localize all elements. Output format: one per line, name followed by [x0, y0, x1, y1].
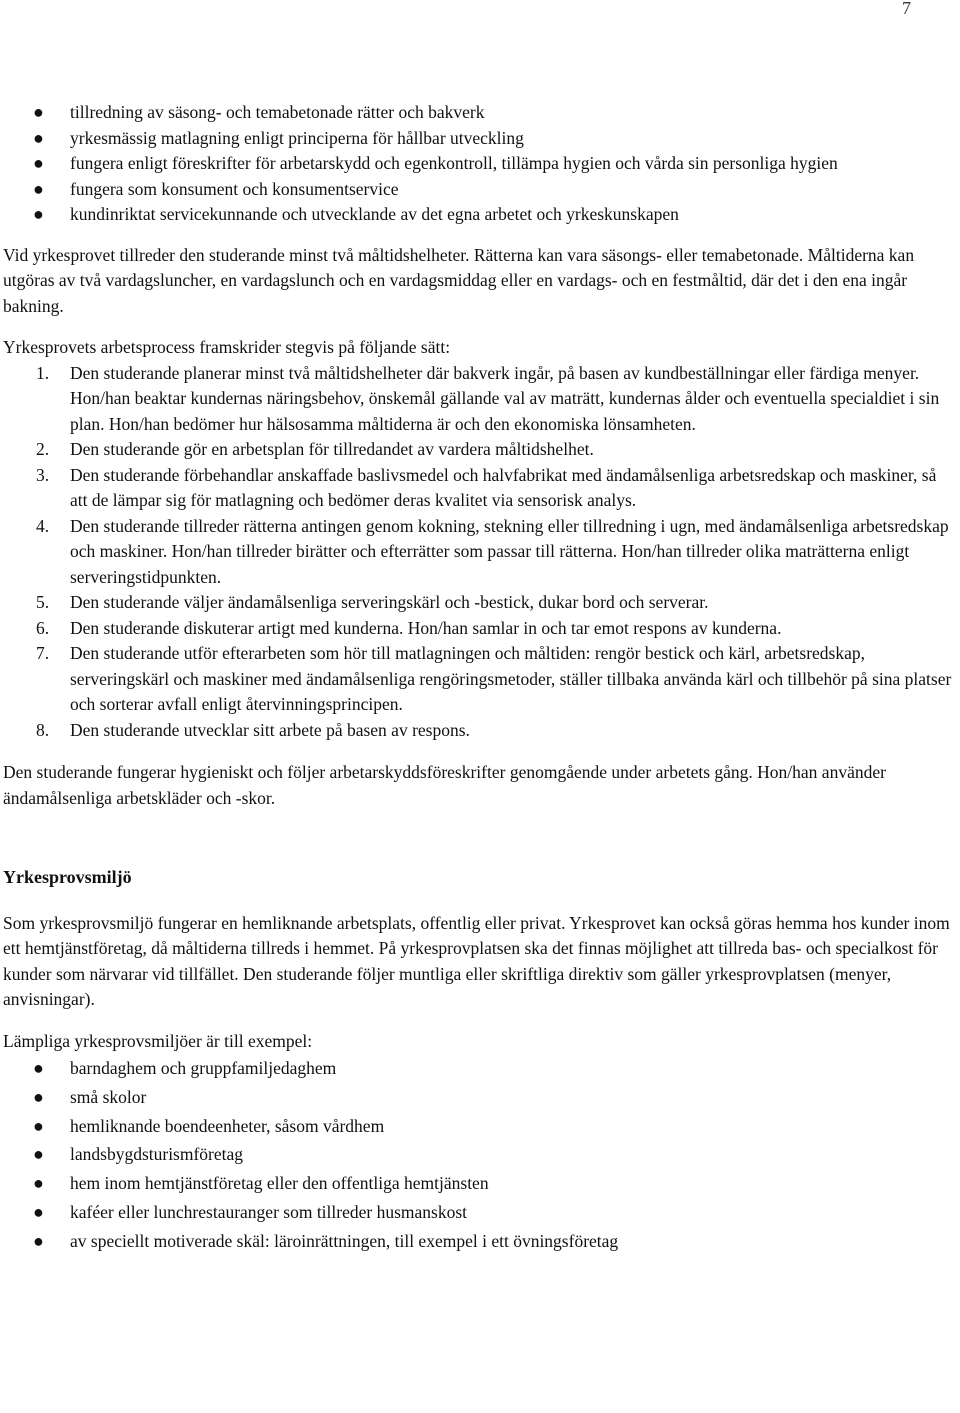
list-item: ● landsbygdsturismföretag: [3, 1140, 956, 1169]
document-body: [3, 100, 956, 1256]
step-item: 5. Den studerande väljer ändamålsenliga serveringskärl och -bestick, dukar bord och serverar.: [3, 590, 956, 616]
bullet-icon: ●: [33, 1086, 44, 1107]
step-number: 3.: [36, 464, 50, 485]
list-item: ● små skolor: [3, 1083, 956, 1112]
step-item: 8. Den studerande utvecklar sitt arbete på basen av respons.: [3, 718, 956, 744]
steps-list: [3, 361, 956, 744]
list-item: ● tillredning av säsong- och temabetonade rätter och bakverk: [3, 100, 956, 126]
competence-list: [3, 100, 956, 228]
bullet-icon: ●: [33, 178, 44, 199]
list-item: ● hem inom hemtjänstföretag eller den offentliga hemtjänsten: [3, 1169, 956, 1198]
bullet-icon: ●: [33, 204, 44, 224]
step-item: 6. Den studerande diskuterar artigt med kunderna. Hon/han samlar in och tar emot respons av kunderna.: [3, 616, 956, 642]
paragraph-hygiene: Den studerande fungerar hygieniskt och följer arbetarskyddsföreskrifter genomgående under arbetets gång. Hon/han använder ändamålsenliga arbetskläder och -skor.: [3, 762, 886, 808]
section-heading: Yrkesprovsmiljö: [3, 867, 132, 887]
list-item: ● fungera enligt föreskrifter för arbetarskydd och egenkontroll, tillämpa hygien och vårda sin personliga hygien: [3, 151, 956, 177]
paragraph-meals: Vid yrkesprovet tillreder den studerande minst två måltidshelheter. Rätterna kan vara säsongs- eller temabetonade. Måltiderna kan utgöras av två vardagsluncher, en vardagslunch och en vardagsmiddag eller en vardags- och en festmåltid, där det i den ena ingår bakning.: [3, 244, 915, 316]
bullet-icon: ●: [33, 1115, 44, 1136]
bullet-icon: ●: [33, 1230, 44, 1251]
list-item: ● barndaghem och gruppfamiljedaghem: [3, 1054, 956, 1083]
list-item: ● fungera som konsument och konsumentservice: [3, 177, 956, 203]
step-item: 4. Den studerande tillreder rätterna antingen genom kokning, stekning eller tillredning i ugn, med ändamålsenliga arbetsredskap och maskiner. Hon/han tillreder birätter och efterrätter som passar till rätterna. Hon/han tillreder olika maträtterna enligt serveringstidpunkten.: [36, 515, 949, 587]
step-number: 7.: [36, 643, 50, 663]
step-item: 3. Den studerande förbehandlar anskaffade baslivsmedel och halvfabrikat med ändamålsenliga arbetsredskap och maskiner, så att de lämpar sig för matlagning och bedömer deras kvalitet via sensorisk analys.: [36, 464, 937, 510]
paragraph-environment: Som yrkesprovsmiljö fungerar en hemliknande arbetsplats, offentlig eller privat. Yrkesprovet kan också göras hemma hos kunder inom ett hemtjänstföretag, då måltiderna tillreds i hemmet. På yrkesprovplatsen ska det finnas möjlighet att tillreda bas- och specialkost för kunder som närvarar vid tillfället. Den studerande följer muntliga eller skriftliga direktiv som gäller yrkesprovplatsen (menyer, anvisningar).: [3, 912, 950, 1009]
list-item: ● kundinriktat servicekunnande och utvecklande av det egna arbetet och yrkeskunskapen: [3, 202, 956, 228]
bullet-icon: ●: [33, 1144, 44, 1165]
step-number: 5.: [36, 592, 50, 612]
environment-list-intro: Lämpliga yrkesprovsmiljöer är till exempel:: [3, 1030, 313, 1051]
list-item: ● av speciellt motiverade skäl: läroinrättningen, till exempel i ett övningsföretag: [3, 1227, 956, 1256]
bullet-icon: ●: [33, 102, 44, 122]
environment-list: [3, 1054, 956, 1256]
step-number: 6.: [36, 617, 50, 638]
list-item: ● hemliknande boendeenheter, såsom vårdhem: [3, 1112, 956, 1141]
step-number: 8.: [36, 719, 50, 740]
step-number: 1.: [36, 362, 50, 383]
bullet-icon: ●: [33, 153, 44, 173]
steps-intro: Yrkesprovets arbetsprocess framskrider stegvis på följande sätt:: [3, 337, 451, 357]
bullet-icon: ●: [33, 127, 44, 148]
step-number: 4.: [36, 515, 50, 536]
bullet-icon: ●: [33, 1173, 44, 1194]
list-item: ● yrkesmässig matlagning enligt principerna för hållbar utveckling: [3, 126, 956, 152]
bullet-icon: ●: [33, 1201, 44, 1222]
step-number: 2.: [36, 439, 50, 459]
step-item: 2. Den studerande gör en arbetsplan för tillredandet av vardera måltidshelhet.: [3, 437, 956, 463]
step-item: 7. Den studerande utför efterarbeten som hör till matlagningen och måltiden: rengör bestick och kärl, arbetsredskap, serveringskärl och maskiner med ändamålsenliga rengöringsmetoder, ställer tillbaka använda kärl och tillbehör på sina platser och sorterar avfall enligt återvinningsprincipen.: [36, 643, 952, 714]
step-item: 1. Den studerande planerar minst två måltidshelheter där bakverk ingår, på basen av kundbeställningar eller färdiga menyer. Hon/han beaktar kundernas näringsbehov, önskemål gällande val av maträtt, kundernas ålder och eventuella specialdiet i sin plan. Hon/han bedömer hur hälsosamma måltiderna är och den ekonomiska lönsamheten.: [36, 362, 940, 434]
bullet-icon: ●: [33, 1058, 44, 1078]
list-item: ● kaféer eller lunchrestauranger som tillreder husmanskost: [3, 1198, 956, 1227]
page-number: 7: [902, 0, 911, 18]
